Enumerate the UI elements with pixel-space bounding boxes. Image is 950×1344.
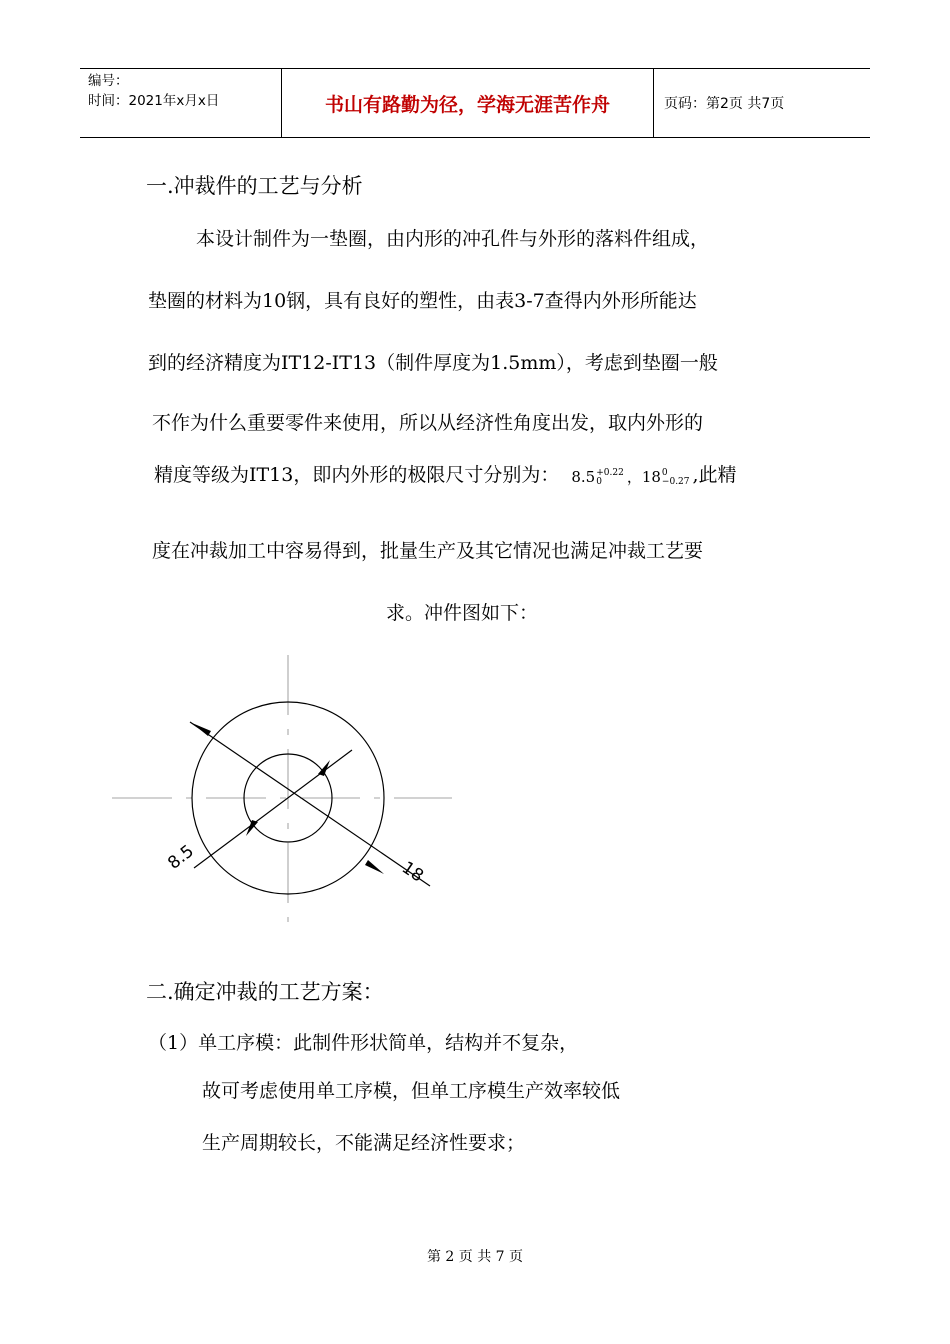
para-line-4: 不作为什么重要零件来使用，所以从经济性角度出发，取内外形的 [152, 412, 704, 434]
header-page-code: 页码：第2页 共7页 [664, 96, 785, 112]
tolerance-expression [571, 466, 692, 487]
tol-d2-lower: −0.27 [661, 476, 690, 487]
tol-d1-upper: +0.22 [596, 467, 624, 478]
section2-item1-line3: 生产周期较长，不能满足经济性要求； [202, 1132, 526, 1154]
section2-item1: （1）单工序模：此制件形状简单，结构并不复杂， [148, 1032, 579, 1054]
tol-sep: ， [626, 467, 642, 486]
tol-d1-base: 8.5 [571, 467, 596, 486]
washer-drawing [100, 650, 470, 930]
para-line-5 [154, 460, 737, 487]
inner-dim-line [194, 750, 352, 868]
para-line-3: 到的经济精度为IT12-IT13（制件厚度为1.5mm），考虑到垫圈一般 [148, 352, 718, 374]
page-header [80, 68, 870, 138]
number-label: 编号： [88, 73, 129, 89]
outer-arrow-bottom [365, 860, 384, 874]
tol-d1-lower: 0 [596, 476, 602, 487]
para-line-7: 求。冲件图如下： [386, 602, 539, 624]
para-line-6: 度在冲裁加工中容易得到，批量生产及其它情况也满足冲裁工艺要 [152, 540, 704, 562]
section1-heading: 一.冲裁件的工艺与分析 [146, 174, 363, 198]
header-motto: 书山有路勤为径，学海无涯苦作舟 [282, 69, 654, 137]
tol-d2-upper: 0 [661, 467, 668, 478]
time-label: 时间：2021年x月x日 [88, 93, 220, 109]
section2-item1-line2: 故可考虑使用单工序模，但单工序模生产效率较低 [202, 1080, 621, 1102]
page-footer: 第 2 页 共 7 页 [426, 1249, 524, 1265]
para-line-2: 垫圈的材料为10钢，具有良好的塑性，由表3-7查得内外形所能达 [148, 290, 697, 312]
para-line-1: 本设计制件为一垫圈，由内形的冲孔件与外形的落料件组成， [196, 228, 710, 250]
section2-heading: 二.确定冲裁的工艺方案： [146, 980, 384, 1004]
outer-arrow-top [192, 723, 211, 736]
para-line-5-text: 精度等级为IT13，即内外形的极限尺寸分别为： [154, 464, 560, 486]
inner-dim-label: 8.5 [164, 841, 198, 874]
para-line-5-tail: ,此精 [692, 464, 737, 486]
header-meta [80, 69, 282, 137]
tol-d2-base: 18 [641, 467, 661, 486]
outer-dim-label: 18 [397, 857, 428, 887]
outer-dim-line [190, 722, 430, 886]
